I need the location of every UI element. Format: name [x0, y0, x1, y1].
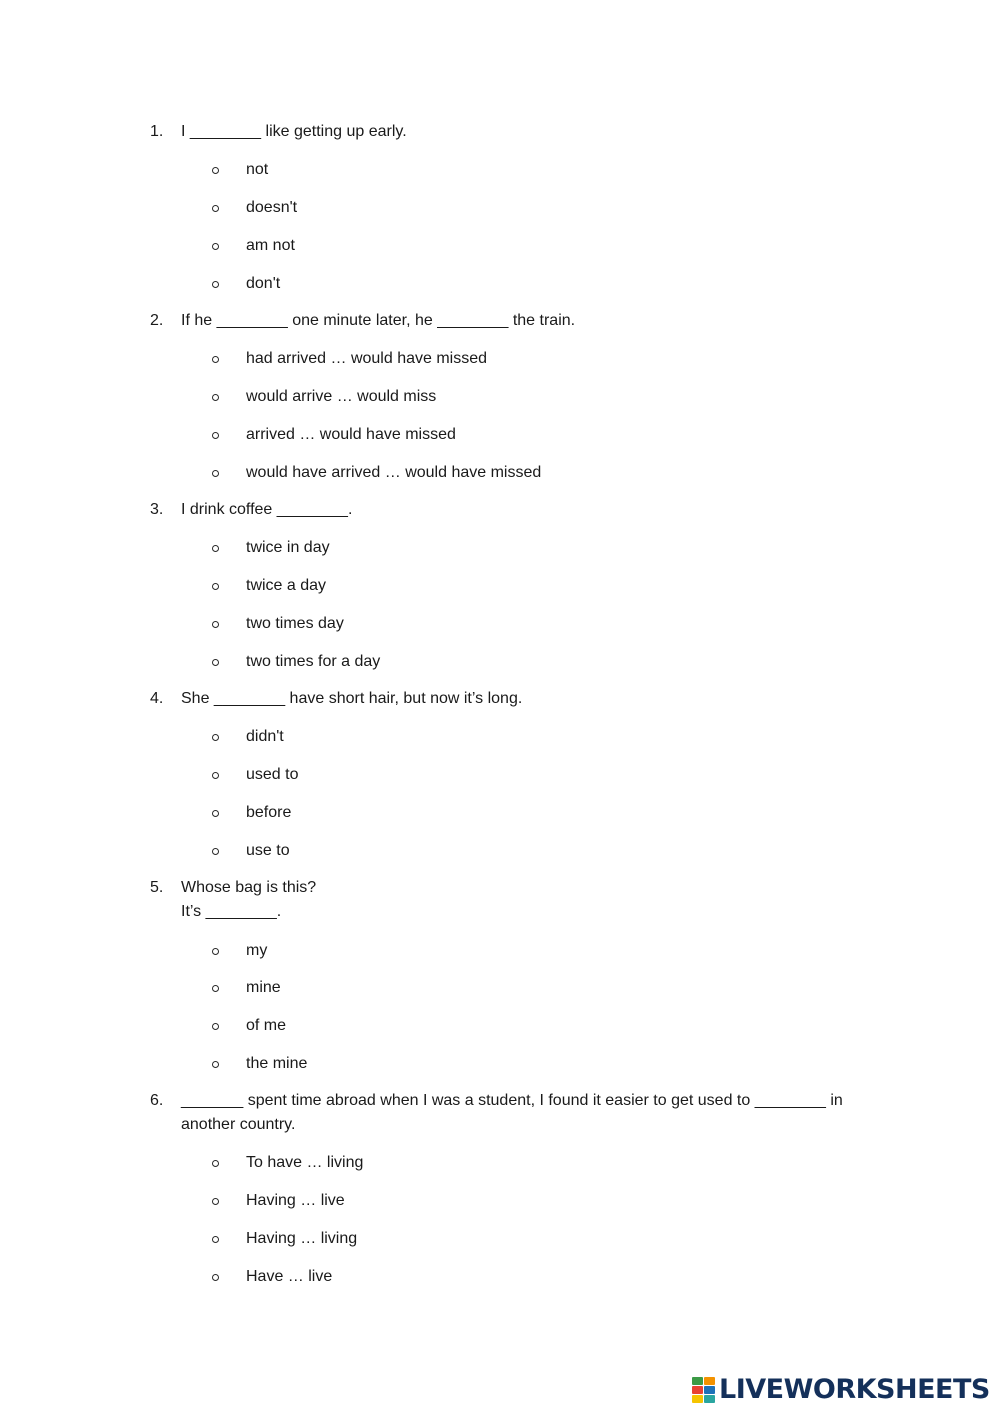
answer-option-label: arrived … would have missed	[246, 426, 456, 443]
answer-option-label: don't	[246, 275, 281, 292]
answer-option[interactable]	[0, 1052, 1000, 1076]
answer-option-label: am not	[246, 237, 295, 254]
question-text: Whose bag is this? It’s ________.	[181, 879, 317, 920]
radio-circle-icon[interactable]	[212, 848, 219, 855]
answer-option-label: use to	[246, 842, 290, 859]
radio-circle-icon[interactable]	[212, 810, 219, 817]
question-number: 6.	[150, 1092, 164, 1109]
liveworksheets-brand	[692, 1372, 990, 1408]
answer-option[interactable]	[0, 763, 1000, 787]
answer-option-label: Having … living	[246, 1230, 358, 1247]
answer-option[interactable]	[0, 801, 1000, 825]
answer-option-label: Having … live	[246, 1192, 345, 1209]
answer-option-label: two times day	[246, 615, 344, 632]
answer-option[interactable]	[0, 461, 1000, 485]
answer-option-label: would have arrived … would have missed	[246, 464, 542, 481]
answer-option[interactable]	[0, 839, 1000, 863]
radio-circle-icon[interactable]	[212, 948, 219, 955]
answer-option-label: had arrived … would have missed	[246, 350, 488, 367]
answer-option-label: two times for a day	[246, 653, 381, 670]
answer-option[interactable]	[0, 385, 1000, 409]
liveworksheets-logo-icon	[692, 1377, 716, 1403]
answer-option[interactable]	[0, 1014, 1000, 1038]
radio-circle-icon[interactable]	[212, 394, 219, 401]
answer-option-label: Have … live	[246, 1268, 333, 1285]
radio-circle-icon[interactable]	[212, 1160, 219, 1167]
answer-option[interactable]	[0, 650, 1000, 674]
question-number: 2.	[150, 312, 164, 329]
radio-circle-icon[interactable]	[212, 659, 219, 666]
radio-circle-icon[interactable]	[212, 1061, 219, 1068]
answer-option-label: twice a day	[246, 577, 327, 594]
question-text: I drink coffee ________.	[181, 501, 353, 518]
radio-circle-icon[interactable]	[212, 470, 219, 477]
radio-circle-icon[interactable]	[212, 281, 219, 288]
question-number: 4.	[150, 690, 164, 707]
radio-circle-icon[interactable]	[212, 734, 219, 741]
radio-circle-icon[interactable]	[212, 772, 219, 779]
answer-option[interactable]	[0, 1151, 1000, 1175]
answer-option-label: twice in day	[246, 539, 330, 556]
question-text: She ________ have short hair, but now it’s long.	[181, 690, 523, 707]
answer-option[interactable]	[0, 574, 1000, 598]
answer-option[interactable]	[0, 272, 1000, 296]
radio-circle-icon[interactable]	[212, 1274, 219, 1281]
answer-option[interactable]	[0, 725, 1000, 749]
answer-option[interactable]	[0, 536, 1000, 560]
answer-option[interactable]	[0, 1265, 1000, 1289]
answer-option[interactable]	[0, 612, 1000, 636]
answer-option-label: of me	[246, 1017, 287, 1034]
question-number: 5.	[150, 879, 164, 896]
answer-option[interactable]	[0, 158, 1000, 182]
answer-option[interactable]	[0, 234, 1000, 258]
radio-circle-icon[interactable]	[212, 356, 219, 363]
answer-option[interactable]	[0, 1227, 1000, 1251]
radio-circle-icon[interactable]	[212, 583, 219, 590]
answer-option-label: To have … living	[246, 1154, 364, 1171]
brand-name: LIVEWORKSHEETS	[719, 1374, 990, 1405]
answer-option-label: not	[246, 161, 269, 178]
question-number: 1.	[150, 123, 164, 140]
question-text: _______ spent time abroad when I was a student, I found it easier to get used to ________ in another country.	[181, 1092, 848, 1133]
answer-option[interactable]	[0, 976, 1000, 1000]
radio-circle-icon[interactable]	[212, 1023, 219, 1030]
radio-circle-icon[interactable]	[212, 167, 219, 174]
radio-circle-icon[interactable]	[212, 621, 219, 628]
answer-option-label: before	[246, 804, 292, 821]
answer-option-label: my	[246, 942, 268, 959]
question-text: If he ________ one minute later, he ________ the train.	[181, 312, 576, 329]
radio-circle-icon[interactable]	[212, 205, 219, 212]
question-text: I ________ like getting up early.	[181, 123, 407, 140]
answer-option[interactable]	[0, 423, 1000, 447]
answer-option[interactable]	[0, 1189, 1000, 1213]
radio-circle-icon[interactable]	[212, 1236, 219, 1243]
answer-option[interactable]	[0, 939, 1000, 963]
answer-option-label: used to	[246, 766, 299, 783]
radio-circle-icon[interactable]	[212, 243, 219, 250]
answer-option[interactable]	[0, 347, 1000, 371]
radio-circle-icon[interactable]	[212, 432, 219, 439]
answer-option[interactable]	[0, 196, 1000, 220]
answer-option-label: the mine	[246, 1055, 308, 1072]
radio-circle-icon[interactable]	[212, 1198, 219, 1205]
radio-circle-icon[interactable]	[212, 545, 219, 552]
answer-option-label: mine	[246, 979, 281, 996]
answer-option-label: would arrive … would miss	[246, 388, 437, 405]
answer-option-label: didn't	[246, 728, 284, 745]
radio-circle-icon[interactable]	[212, 985, 219, 992]
answer-option-label: doesn't	[246, 199, 298, 216]
question-number: 3.	[150, 501, 164, 518]
